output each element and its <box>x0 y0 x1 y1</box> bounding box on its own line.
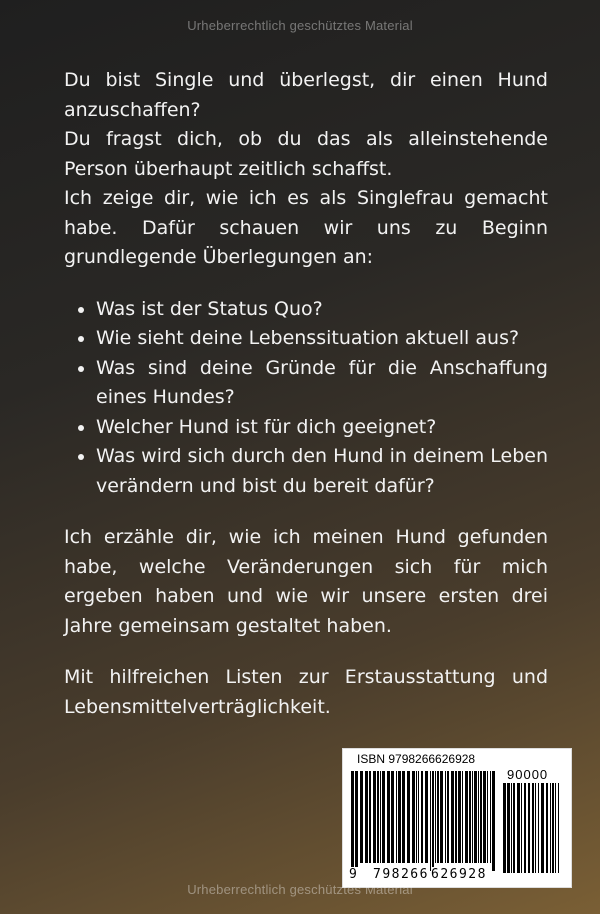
list-item: • Wie sieht deine Lebenssituation aktuell aus? <box>96 324 548 354</box>
list-item: • Was sind deine Gründe für die Anschaffung eines Hundes? <box>96 354 548 413</box>
isbn-barcode <box>342 748 572 888</box>
copyright-watermark-bottom: Urheberrechtlich geschütztes Material <box>187 882 413 897</box>
list-item: • Was ist der Status Quo? <box>96 295 548 325</box>
barcode-digit-first: 9 <box>349 867 359 882</box>
barcode-bars <box>349 771 499 871</box>
price-code: 90000 <box>507 767 549 782</box>
list-item: • Was wird sich durch den Hund in deinem Leben verändern und bist du bereit dafür? <box>96 442 548 501</box>
question-list <box>64 295 548 502</box>
barcode-digit-group-1: 798266 <box>373 867 429 882</box>
back-cover-text <box>64 66 548 722</box>
list-item: • Welcher Hund ist für dich geeignet? <box>96 413 548 443</box>
intro-paragraph-2: Du fragst dich, ob du das als alleinstehende Person überhaupt zeitlich schaffst. <box>64 128 548 180</box>
barcode-digit-group-2: 626928 <box>431 867 487 882</box>
intro-paragraph-3: Ich zeige dir, wie ich es als Singlefrau gemacht habe. Dafür schauen wir uns zu Beginn grundlegende Überlegungen an: <box>64 187 548 268</box>
barcode-addon-bars <box>501 783 565 881</box>
isbn-label: ISBN 9798266626928 <box>357 752 476 766</box>
lists-note-paragraph: Mit hilfreichen Listen zur Erstausstattung und Lebensmittelverträglichkeit. <box>64 666 548 718</box>
story-paragraph: Ich erzähle dir, wie ich meinen Hund gefunden habe, welche Veränderungen sich für mich ergeben haben und wie wir unsere ersten drei Jahre gemeinsam gestaltet haben. <box>64 526 548 637</box>
copyright-watermark-top: Urheberrechtlich geschütztes Material <box>187 18 413 33</box>
intro-paragraph-1: Du bist Single und überlegst, dir einen Hund anzuschaffen? <box>64 69 548 121</box>
